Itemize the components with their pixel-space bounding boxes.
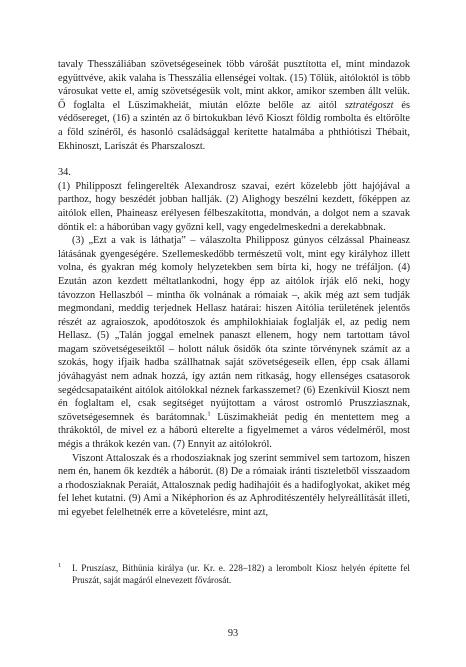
opening-paragraph <box>58 58 410 153</box>
italic-term: sztratégoszt <box>344 99 394 111</box>
footnote <box>58 562 410 587</box>
text-run: (3) „Ezt a vak is láthatja” – válaszolta Philipposz gúnyos célzással Phaineasz látásának gyengeségére. Szellemeskedőbb természetű volt, mint egy királyhoz illett volna, és gyakran még komoly helyzetekben sem bírta ki, hogy ne tréfáljon. (4) Ezután azon kezdett méltatlankodni, hogy épp az aitólok írják elő neki, hogy távozzon Hellaszból – mintha ők volnának a rómaiak –, akik még azt sem tudják megmondani, meddig terjednek Hellasz határai: hiszen Aitólia területének jelentős részét az agraioszok, apodótoszok és amphilokhiaiak foglalják el, az pedig nem Hellasz. (5) „Talán joggal emelnek panaszt ellenem, hogy nem tartottam távol magam szövetségeseiktől – holott náluk ősidők óta szinte törvénynek számít az a szokás, hogy ifjaik hadba szállhatnak saját szövetségeseik ellen, épp csak állami jóváhagyást nem adnak hozzá, így aztán nem ritkaság, hogy ellenséges csatasorok segédcsapataiként aitólok aitólokkal néznek farkasszemet? (6) Ezenkívül Kioszt nem én foglaltam el, csak segítséget nyújtottam a várost ostromló Pruszziasznak, szövetségesemnek és barátomnak. <box>58 235 410 423</box>
page-number: 93 <box>227 628 239 639</box>
text-run: tavaly Thesszáliában szövetségeseinek több várošát pusztította el, mint mindazok együttvéve, akik valaha is Thesszália ellenségei voltak. (15) Tőlük, aitóloktól is több városukat vette el, amíg szövetségesük volt, mint akkor, amikor szemben állt velük. Ő foglalta el Lüszimakheiát, miután előzte belőle az aitól <box>58 59 410 111</box>
text-run: Lüszimakheiát pedig én mentettem meg a thrákoktól, de mivel ez a háború elterelte a figyelmemet a város védelméről, most mégis a thrákok kezén van. (7) Ennyit az aitólokról. <box>58 411 410 451</box>
text-run: és védősereget, (16) a szintén az ő birtokukban lévő Kioszt földig rombolta és eltörölte a föld színéről, és hasonló családsággal kerítette hatalmába a phthiótiszi Thébait, Ekhinoszt, Lariszát és Pharszaloszt. <box>58 99 410 152</box>
footnote-text: I. Pruszíasz, Bithünia királya (ur. Kr. e. 228–182) a lerombolt Kiosz helyén építette fel Pruszát, saját magáról elnevezett fővárosát. <box>72 563 410 586</box>
section-number: 34. <box>58 167 71 179</box>
footnote-mark: 1 <box>58 562 62 569</box>
footnote-reference[interactable]: 1 <box>207 410 211 418</box>
paragraph-1: (1) Philipposzt felingerelték Alexandrosz szavai, ezért közelebb jött hajójával a parthoz, hogy beszédét jobban hallják. (2) Alighogy beszélni kezdett, főképpen az aitólok ellen, Phaineasz erélyesen félbeszakította, mondván, a dolgot nem a szavak döntik el: a háborúban vagy győzni kell, vagy engedelmeskedni a derekabbnak. <box>58 180 410 233</box>
footnote-area <box>58 562 410 587</box>
main-text <box>58 58 410 520</box>
paragraph-2 <box>58 234 410 452</box>
paragraph-3: Viszont Attaloszak és a rhodosziaknak jog szerint semmivel sem tartozom, hiszen nem én, hanem ők kezdték a háborút. (8) De a rómaiak iránti tiszteletből visszaadom a rhodosziaknak Peraiát, Attalosznak pedig hadihajóit és a hadifoglyokat, akiket még fel lehet kutatni. (9) Ami a Niképhorion és az Aphroditészentély helyreállítását illeti, mi egyebet felelhetnék erre a követelésre, mint azt, <box>58 452 410 518</box>
